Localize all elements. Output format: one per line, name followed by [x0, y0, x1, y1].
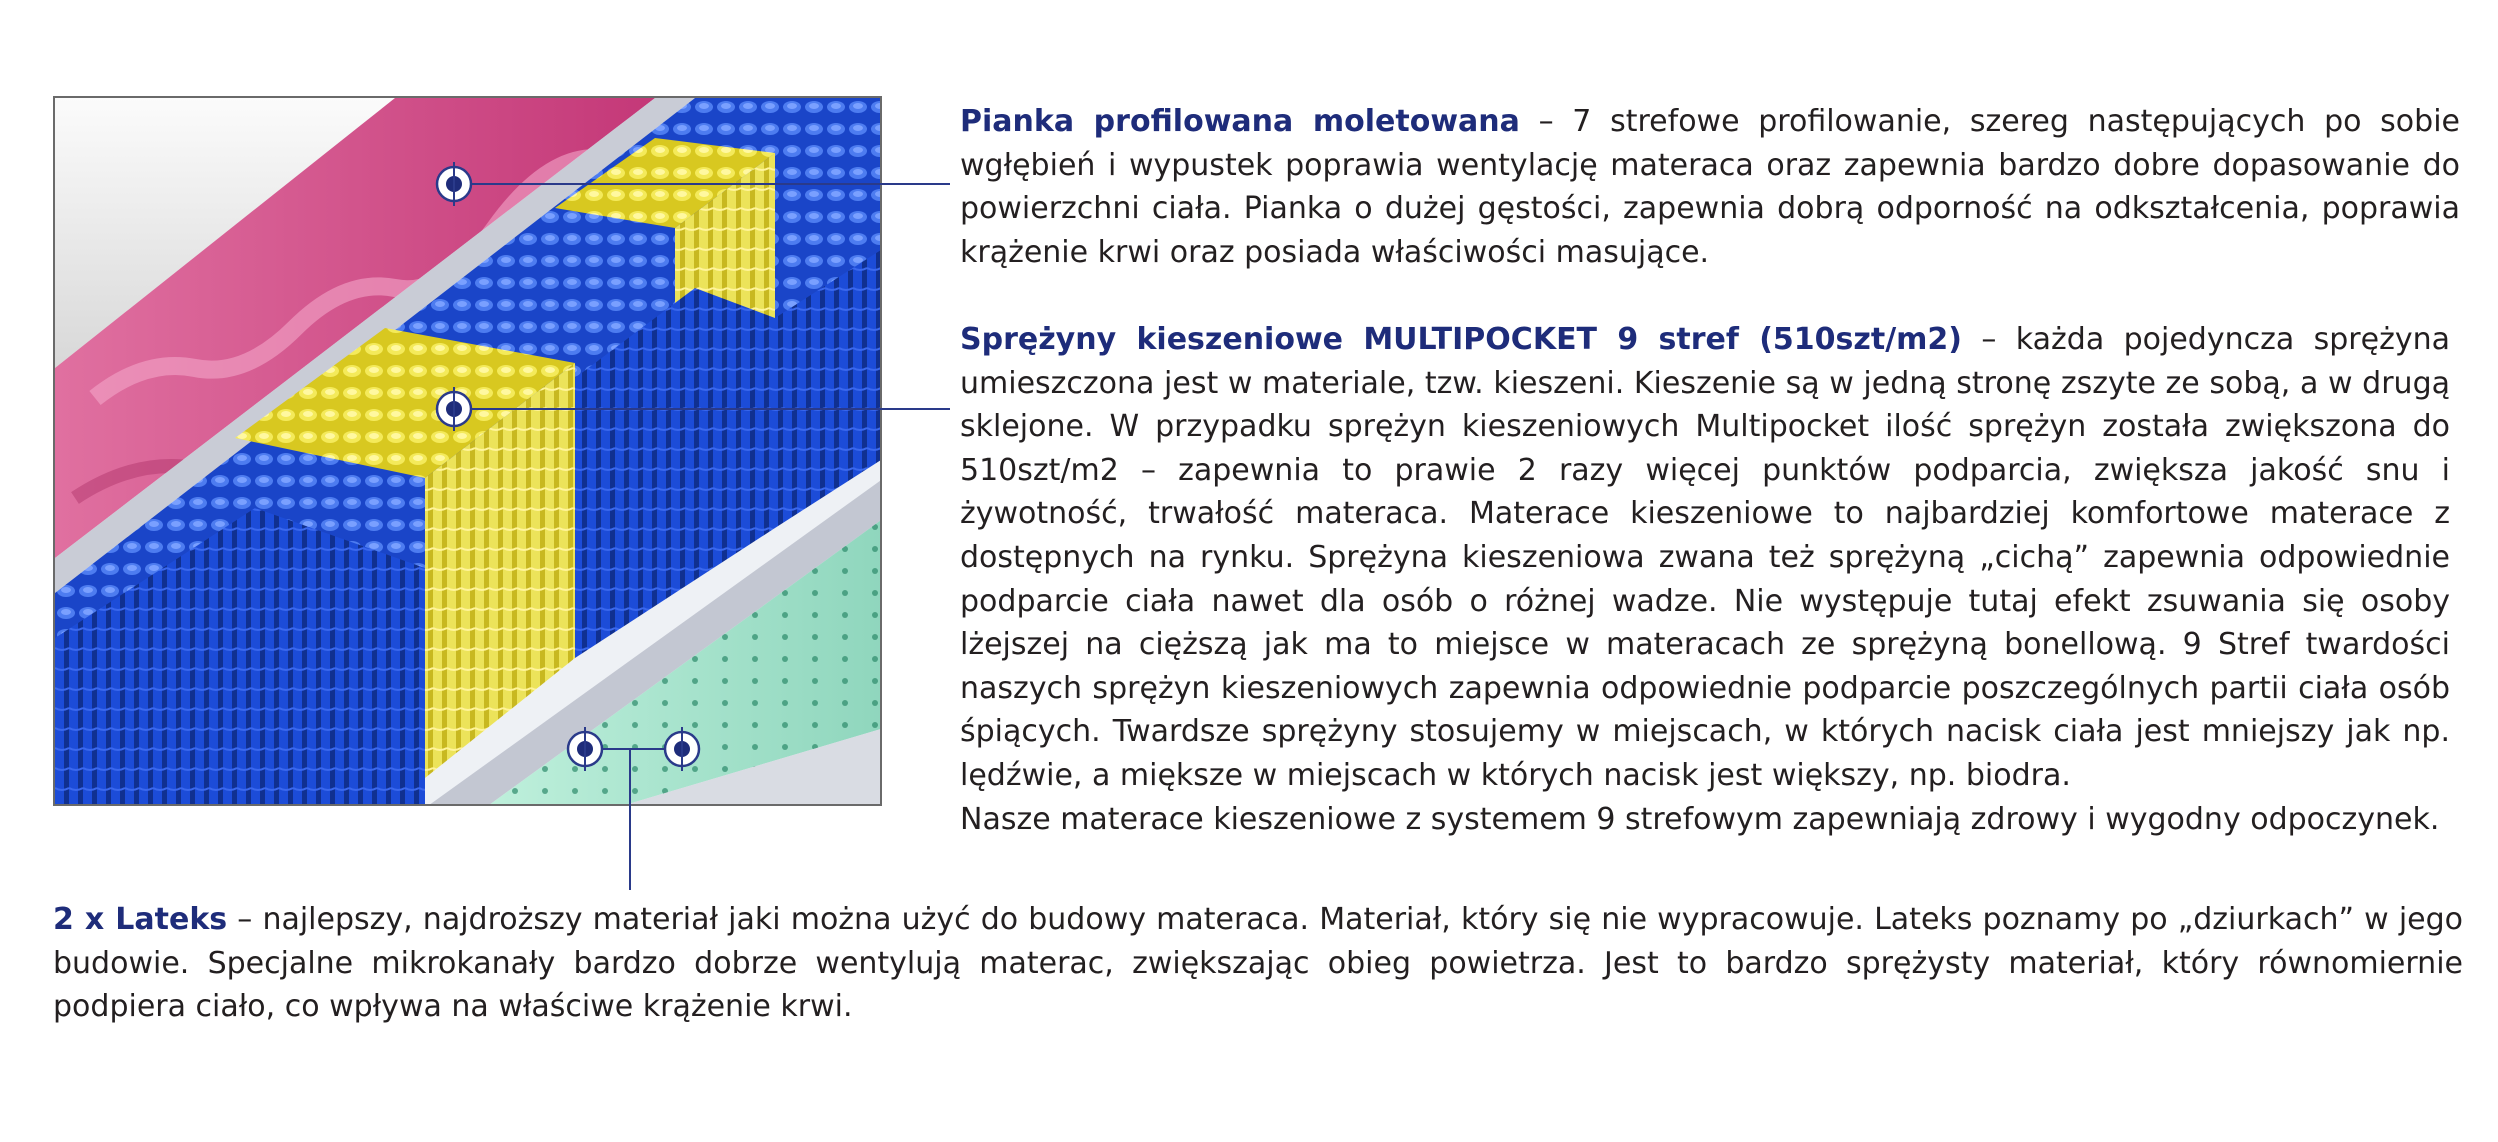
mattress-illustration: [55, 98, 882, 806]
latex-description: [53, 898, 2463, 1029]
foam-description: [960, 100, 2460, 274]
latex-heading: 2 x Lateks: [53, 902, 228, 937]
foam-heading: Pianka profilowana moletowana: [960, 104, 1520, 139]
latex-body: – najlepszy, najdroższy materiał jaki można użyć do budowy materaca. Materiał, który się nie wypracowuje. Lateks poznamy po „dziurkach” w jego budowie. Specjalne mikrokanały bardzo dobrze wentylują materac, zwiększając obieg powietrza. Jest to bardzo sprężysty materiał, który równomiernie podpiera ciało, co wpływa na właściwe krążenie krwi.: [53, 902, 2464, 1025]
mattress-cross-section: [53, 96, 882, 806]
springs-description: [960, 318, 2450, 841]
springs-closing: Nasze materace kieszeniowe z systemem 9 strefowym zapewniają zdrowy i wygodny odpoczynek.: [960, 801, 2440, 837]
springs-heading: Sprężyny kieszeniowe MULTIPOCKET 9 stref (510szt/m2): [960, 322, 1962, 357]
foam-body: – 7 strefowe profilowanie, szereg następujących po sobie wgłębień i wypustek poprawia wentylację materaca oraz zapewnia bardzo dobre dopasowanie do powierzchni ciała. Pianka o dużej gęstości, zapewnia dobrą odporność na odkształcenia, poprawia krążenie krwi oraz posiada właściwości masujące.: [960, 104, 2460, 270]
springs-body: – każda pojedyncza sprężyna umieszczona jest w materiale, tzw. kieszeni. Kieszenie są w jedną stronę zszyte ze sobą, a w drugą sklejone. W przypadku sprężyn kieszeniowych Multipocket ilość sprężyn została zwiększona do 510szt/m2 – zapewnia to prawie 2 razy więcej punktów podparcia, zwiększa jakość snu i żywotność, trwałość materaca. Materace kieszeniowe to najbardziej komfortowe materace z dostępnych na rynku. Sprężyna kieszeniowa zwana też sprężyną „cichą” zapewnia odpowiednie podparcie ciała nawet dla osób o różnej wadze. Nie występuje tutaj efekt zsuwania się osoby lżejszej na cięższą jak ma to miejsce w materacach ze sprężyną bonellową. 9 Stref twardości naszych sprężyn kieszeniowych zapewnia odpowiednie podparcie poszczególnych partii ciała osób śpiących. Twardsze sprężyny stosujemy w miejscach, w których nacisk ciała jest mniejszy jak np. lędźwie, a miększe w miejscach w których nacisk jest większy, np. biodra.: [960, 322, 2450, 793]
